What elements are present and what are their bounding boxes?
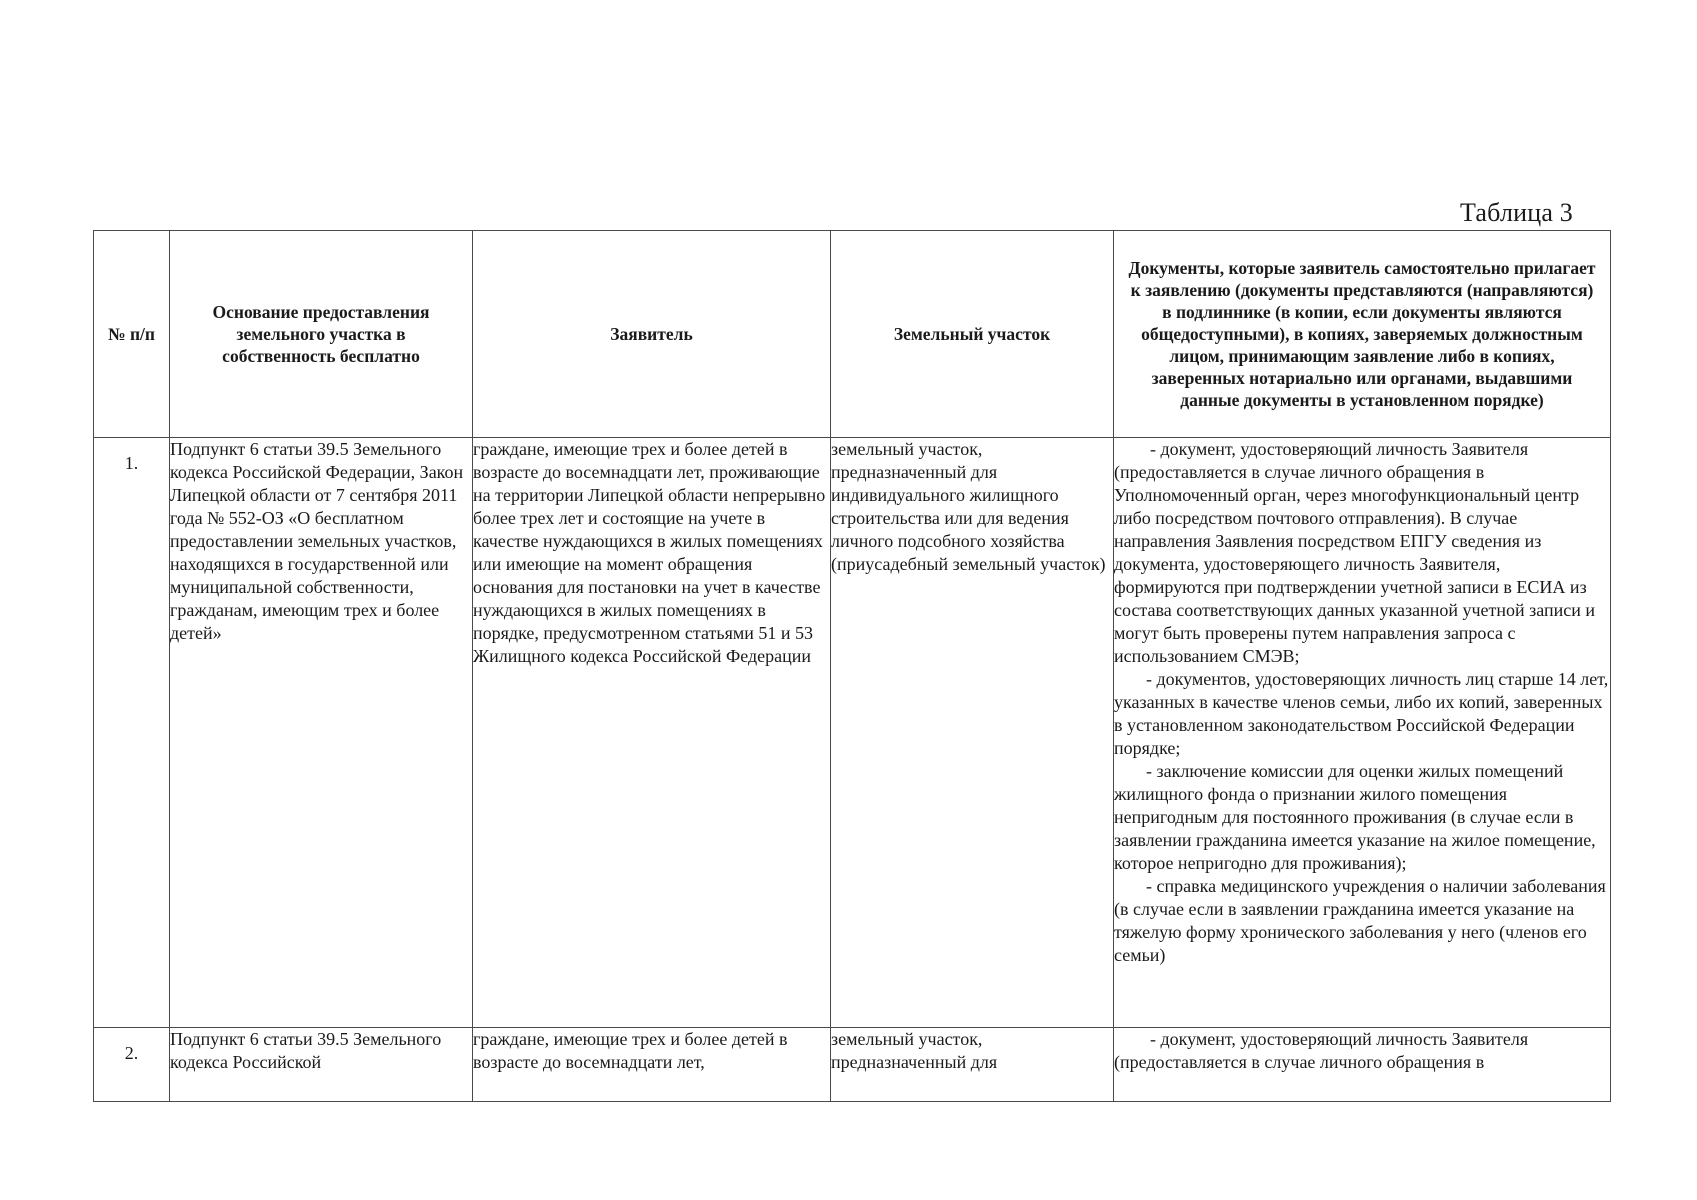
document-item: - документ, удостоверяющий личность Заявителя (предоставляется в случае личного обращения в [1114, 1029, 1529, 1072]
table-header-row [94, 231, 1611, 438]
header-num: № п/п [94, 231, 170, 438]
documents-cell [1114, 1028, 1611, 1102]
row-number: 1. [94, 438, 170, 1028]
basis-cell: Подпункт 6 статьи 39.5 Земельного кодекса Российской Федерации, Закон Липецкой области от 7 сентября 2011 года № 552-ОЗ «О бесплатном предоставлении земельных участков, находящихся в государственной или муниципальной собственности, гражданам, имеющим трех и более детей» [170, 438, 473, 1028]
table-row [94, 438, 1611, 1028]
header-applicant: Заявитель [473, 231, 831, 438]
plot-cell: земельный участок, предназначенный для индивидуального жилищного строительства или для ведения личного подсобного хозяйства (приусадебный земельный участок) [831, 438, 1114, 1028]
row-number: 2. [94, 1028, 170, 1102]
header-basis: Основание предоставления земельного участка в собственность бесплатно [170, 231, 473, 438]
table-caption: Таблица 3 [1460, 198, 1573, 227]
plot-cell: земельный участок, предназначенный для [831, 1028, 1114, 1102]
document-item: - документов, удостоверяющих личность лиц старше 14 лет, указанных в качестве членов семьи, либо их копий, заверенных в установленном законодательством Российской Федерации порядке; [1114, 669, 1609, 758]
applicant-cell: граждане, имеющие трех и более детей в возрасте до восемнадцати лет, проживающие на территории Липецкой области непрерывно более трех лет и состоящие на учете в качестве нуждающихся в жилых помещениях или имеющие на момент обращения основания для постановки на учет в качестве нуждающихся в жилых помещениях в порядке, предусмотренном статьями 51 и 53 Жилищного кодекса Российской Федерации [473, 438, 831, 1028]
documents-cell [1114, 438, 1611, 1028]
applicant-cell: граждане, имеющие трех и более детей в возрасте до восемнадцати лет, [473, 1028, 831, 1102]
header-plot: Земельный участок [831, 231, 1114, 438]
documents-table [93, 230, 1611, 1102]
basis-cell: Подпункт 6 статьи 39.5 Земельного кодекса Российской [170, 1028, 473, 1102]
header-documents: Документы, которые заявитель самостоятельно прилагает к заявлению (документы представляются (направляются) в подлиннике (в копии, если документы являются общедоступными), в копиях, заверяемых должностным лицом, принимающим заявление либо в копиях, заверенных нотариально или органами, выдавшими данные документы в установленном порядке) [1114, 231, 1611, 438]
document-item: - справка медицинского учреждения о наличии заболевания (в случае если в заявлении гражданина имеется указание на тяжелую форму хронического заболевания у него (членов его семьи) [1114, 876, 1606, 965]
document-item: - документ, удостоверяющий личность Заявителя (предоставляется в случае личного обращения в Уполномоченный орган, через многофункциональный центр либо посредством почтового отправления). В случае направления Заявления посредством ЕПГУ сведения из документа, удостоверяющего личность Заявителя, формируются при подтверждении учетной записи в ЕСИА из состава соответствующих данных указанной учетной записи и могут быть проверены путем направления запроса с использованием СМЭВ; [1114, 439, 1596, 666]
table-row [94, 1028, 1611, 1102]
document-item: - заключение комиссии для оценки жилых помещений жилищного фонда о признании жилого помещения непригодным для постоянного проживания (в случае если в заявлении гражданина имеется указание на жилое помещение, которое непригодно для проживания); [1114, 761, 1596, 873]
